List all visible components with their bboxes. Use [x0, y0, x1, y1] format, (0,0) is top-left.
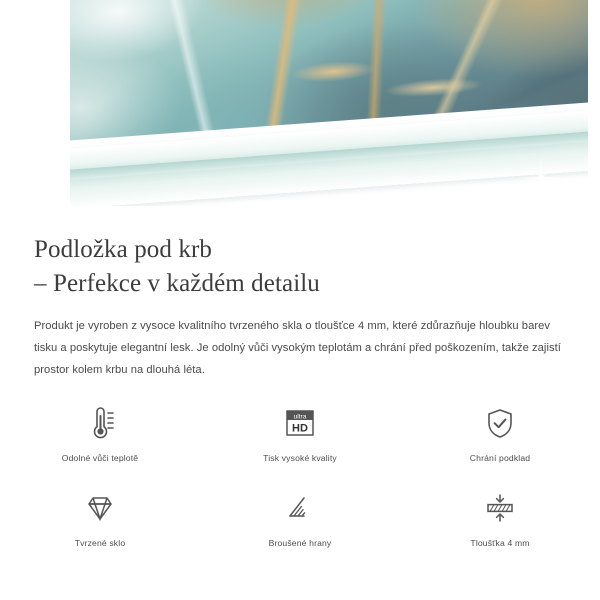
- svg-text:HD: HD: [292, 422, 308, 435]
- diamond-icon: [76, 484, 124, 532]
- polished-edges-icon: [276, 484, 324, 532]
- image-mask-baseline: [0, 206, 600, 225]
- feature-label: Chrání podklad: [469, 453, 531, 463]
- thickness-arrows-icon: [476, 484, 524, 532]
- feature-label: Broušené hrany: [268, 538, 332, 548]
- feature-item: [200, 393, 400, 478]
- feature-item: [0, 478, 200, 563]
- svg-text:ultra: ultra: [293, 413, 307, 421]
- image-mask-left: [0, 0, 70, 225]
- ultra-hd-icon: [276, 399, 324, 447]
- feature-item: [200, 478, 400, 563]
- page-title: [0, 225, 600, 300]
- feature-item: [400, 393, 600, 478]
- product-description-text: Produkt je vyroben z vysoce kvalitního tvrzeného skla o tloušťce 4 mm, které zdůrazňuje hloubku barev tisku a poskytuje elegantní lesk. Je odolný vůči vysokým teplotám a chrání před poškozením, takže zajistí prostor kolem krbu na dlouhá léta.: [34, 320, 561, 376]
- feature-label: Tvrzené sklo: [74, 538, 126, 548]
- image-mask-right: [588, 0, 600, 225]
- product-description-block: [0, 225, 600, 382]
- headline-line-1: Podložka pod krb: [34, 236, 212, 263]
- headline-line-2: – Perfekce v každém detailu: [34, 269, 320, 297]
- sparkle-small-icon: [553, 190, 571, 208]
- feature-grid: [0, 393, 600, 563]
- feature-label: Odolné vůči teplotě: [61, 453, 139, 463]
- feature-item: [400, 478, 600, 563]
- feature-label: Tloušťka 4 mm: [470, 538, 530, 548]
- feature-item: [0, 393, 200, 478]
- thermometer-icon: [76, 399, 124, 447]
- shield-check-icon: [476, 399, 524, 447]
- feature-label: Tisk vysoké kvality: [263, 453, 337, 463]
- hero-product-image: [0, 0, 600, 225]
